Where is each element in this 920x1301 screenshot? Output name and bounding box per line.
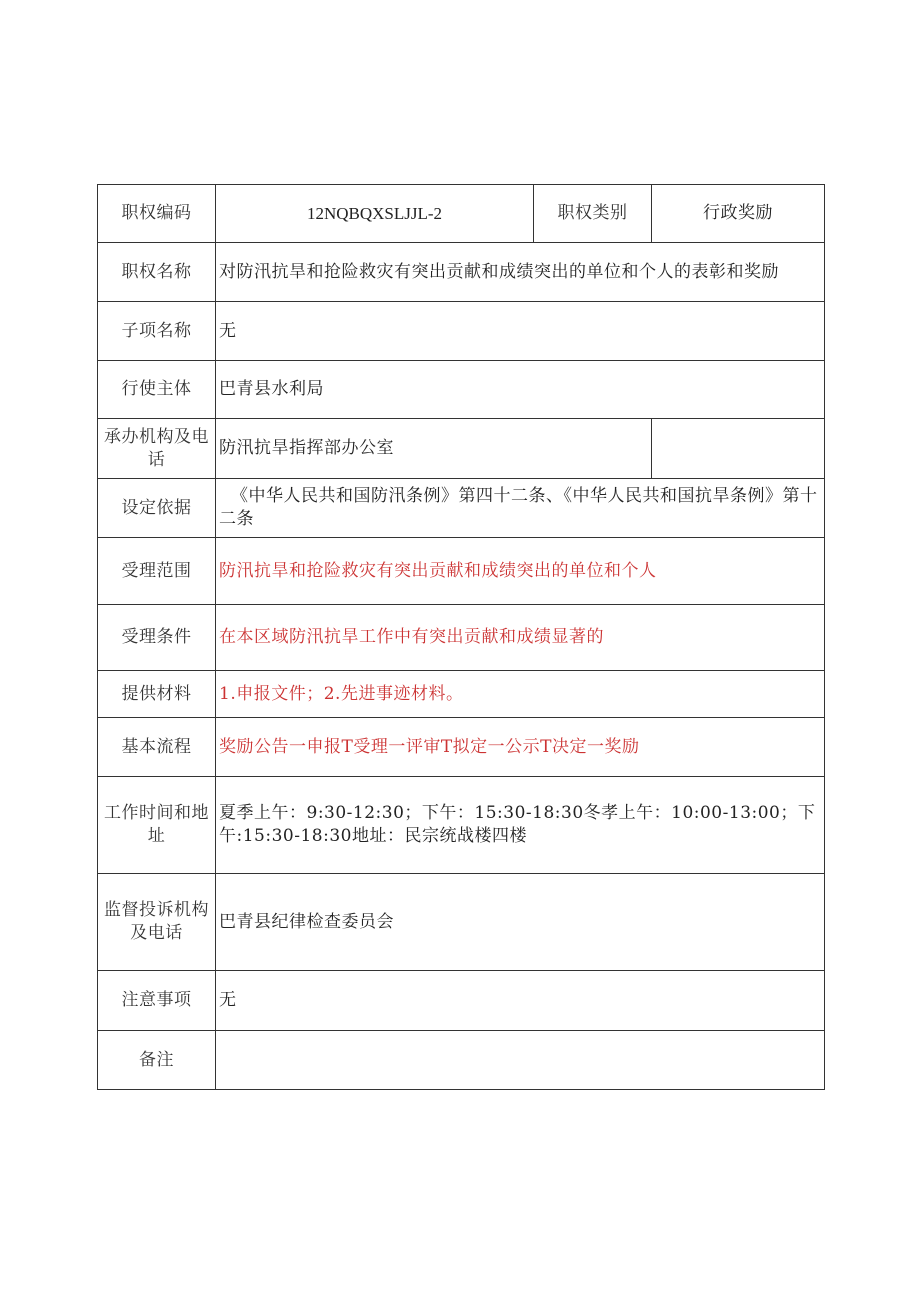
supervision-value: 巴青县纪律检查委员会 bbox=[216, 874, 825, 971]
remarks-label: 备注 bbox=[98, 1031, 216, 1090]
row-materials bbox=[98, 671, 825, 718]
power-list-sheet bbox=[97, 184, 824, 1091]
category-value: 行政奖励 bbox=[652, 185, 825, 243]
conditions-value: 在本区域防汛抗旱工作中有突出贡献和成绩显著的 bbox=[216, 605, 825, 671]
name-value: 对防汛抗旱和抢险救灾有突出贡献和成绩突出的单位和个人的表彰和奖励 bbox=[216, 243, 825, 302]
row-name bbox=[98, 243, 825, 302]
hours-label: 工作时间和地址 bbox=[98, 777, 216, 874]
row-process bbox=[98, 718, 825, 777]
notes-label: 注意事项 bbox=[98, 971, 216, 1031]
row-basis bbox=[98, 479, 825, 538]
subject-label: 行使主体 bbox=[98, 361, 216, 419]
row-scope bbox=[98, 538, 825, 605]
supervision-label: 监督投诉机构及电话 bbox=[98, 874, 216, 971]
row-conditions bbox=[98, 605, 825, 671]
office-phone bbox=[652, 419, 825, 479]
scope-label: 受理范围 bbox=[98, 538, 216, 605]
row-office bbox=[98, 419, 825, 479]
row-code bbox=[98, 185, 825, 243]
process-value: 奖励公告一申报T受理一评审T拟定一公示T决定一奖励 bbox=[216, 718, 825, 777]
power-info-table bbox=[97, 184, 825, 1090]
subject-value: 巴青县水利局 bbox=[216, 361, 825, 419]
name-label: 职权名称 bbox=[98, 243, 216, 302]
row-sub-item bbox=[98, 302, 825, 361]
basis-label: 设定依据 bbox=[98, 479, 216, 538]
row-hours bbox=[98, 777, 825, 874]
row-subject bbox=[98, 361, 825, 419]
office-value: 防汛抗旱指挥部办公室 bbox=[216, 419, 652, 479]
hours-value: 夏季上午：9:30-12:30；下午：15:30-18:30冬孝上午：10:00-13:00；下午:15:30-18:30地址：民宗统战楼四楼 bbox=[216, 777, 825, 874]
process-label: 基本流程 bbox=[98, 718, 216, 777]
notes-value: 无 bbox=[216, 971, 825, 1031]
scope-value: 防汛抗旱和抢险救灾有突出贡献和成绩突出的单位和个人 bbox=[216, 538, 825, 605]
materials-value: 1.申报文件；2.先进事迹材料。 bbox=[216, 671, 825, 718]
basis-value: 《中华人民共和国防汛条例》第四十二条、《中华人民共和国抗旱条例》第十二条 bbox=[216, 479, 825, 538]
code-value: 12NQBQXSLJJL-2 bbox=[216, 185, 534, 243]
sub-item-value: 无 bbox=[216, 302, 825, 361]
row-remarks bbox=[98, 1031, 825, 1090]
sub-item-label: 子项名称 bbox=[98, 302, 216, 361]
row-supervision bbox=[98, 874, 825, 971]
office-label: 承办机构及电话 bbox=[98, 419, 216, 479]
row-notes bbox=[98, 971, 825, 1031]
materials-label: 提供材料 bbox=[98, 671, 216, 718]
remarks-value bbox=[216, 1031, 825, 1090]
category-label: 职权类别 bbox=[534, 185, 652, 243]
conditions-label: 受理条件 bbox=[98, 605, 216, 671]
code-label: 职权编码 bbox=[98, 185, 216, 243]
